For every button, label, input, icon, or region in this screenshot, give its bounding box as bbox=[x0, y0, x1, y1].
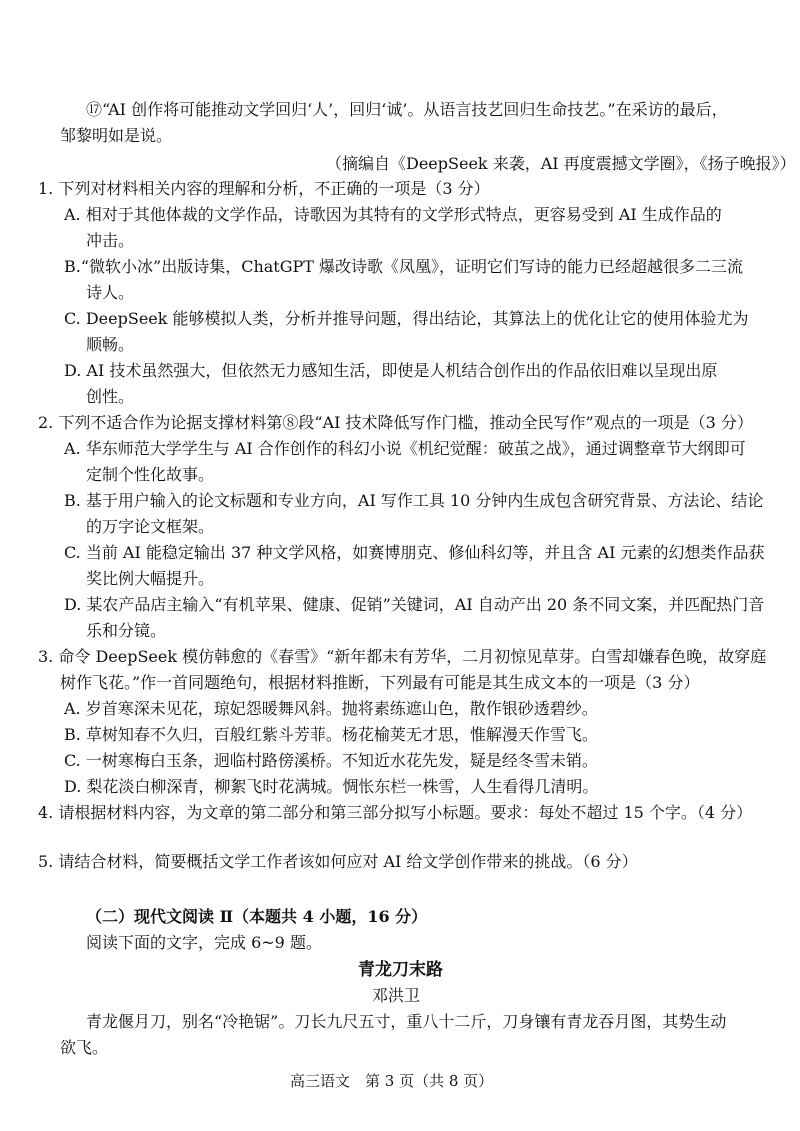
question-2-option-c: C. 当前 AI 能稳定输出 37 种文学风格，如赛博朋克、修仙科幻等，并且含 AI 元素的幻想类作品获 bbox=[64, 543, 765, 562]
question-2-option-b-cont: 的万字论文框架。 bbox=[86, 517, 215, 536]
question-2-option-c-cont: 奖比例大幅提升。 bbox=[86, 569, 215, 588]
question-2-option-a: A. 华东师范大学学生与 AI 合作创作的科幻小说《机纪觉醒：破茧之战》，通过调整章节大纲即可 bbox=[64, 439, 746, 458]
paragraph-17-line-1: ⑰“AI 创作将可能推动文学回归‘人’，回归‘诚’。从语言技艺回归生命技艺。”在采访的最后， bbox=[86, 100, 728, 119]
question-3-option-d: D. 梨花淡白柳深青，柳絮飞时花满城。惆怅东栏一株雪，人生看得几清明。 bbox=[64, 777, 599, 796]
question-1-option-c: C. DeepSeek 能够模拟人类，分析并推导问题，得出结论，其算法上的优化让它的使用体验尤为 bbox=[64, 309, 749, 328]
question-3-stem: 3. 命令 DeepSeek 模仿韩愈的《春雪》“新年都未有芳华，二月初惊见草芽。白雪却嫌春色晚，故穿庭 bbox=[38, 647, 767, 666]
question-3-stem-cont: 树作飞花。”作一首同题绝句，根据材料推断，下列最有可能是其生成文本的一项是（3 分） bbox=[60, 673, 700, 692]
article-title: 青龙刀末路 bbox=[358, 960, 443, 980]
question-1-option-c-cont: 顺畅。 bbox=[86, 335, 135, 354]
question-3-option-c: C. 一树寒梅白玉条，迥临村路傍溪桥。不知近水花先发，疑是经冬雪未销。 bbox=[64, 751, 598, 770]
question-3-option-a: A. 岁首寒深未见花，琼妃怨暖舞风斜。抛将素练遮山色，散作银砂透碧纱。 bbox=[64, 699, 598, 718]
question-1-option-b-cont: 诗人。 bbox=[86, 283, 135, 302]
question-2-option-d: D. 某农产品店主输入“有机苹果、健康、促销”关键词，AI 自动产出 20 条不同文案，并匹配热门音 bbox=[64, 595, 765, 614]
section-instruction: 阅读下面的文字，完成 6~9 题。 bbox=[86, 933, 322, 952]
page-footer: 高三语文 第 3 页（共 8 页） bbox=[290, 1072, 494, 1090]
article-paragraph-1-cont: 欲飞。 bbox=[60, 1038, 109, 1057]
article-paragraph-1: 青龙偃月刀，别名“冷艳锯”。刀长九尺五寸，重八十二斤，刀身镶有青龙吞月图，其势生动 bbox=[86, 1012, 727, 1031]
question-5: 5. 请结合材料，简要概括文学工作者该如何应对 AI 给文学创作带来的挑战。（6 分） bbox=[38, 852, 638, 871]
question-1-option-a: A. 相对于其他体裁的文学作品，诗歌因为其特有的文学形式特点，更容易受到 AI 生成作品的 bbox=[64, 205, 722, 224]
section-heading: （二）现代文阅读 Ⅱ（本题共 4 小题，16 分） bbox=[86, 907, 428, 926]
question-1-option-b: B.“微软小冰”出版诗集，ChatGPT 爆改诗歌《凤凰》，证明它们写诗的能力已经超越很多二三流 bbox=[64, 257, 744, 276]
question-1-option-d-cont: 创性。 bbox=[86, 387, 135, 406]
question-2-stem: 2. 下列不适合作为论据支撑材料第⑧段“AI 技术降低写作门槛，推动全民写作”观点的一项是（3 分） bbox=[38, 413, 753, 432]
question-1-option-d: D. AI 技术虽然强大，但依然无力感知生活，即使是人机结合创作出的作品依旧难以呈现出原 bbox=[64, 361, 718, 380]
question-2-option-b: B. 基于用户输入的论文标题和专业方向，AI 写作工具 10 分钟内生成包含研究背景、方法论、结论 bbox=[64, 491, 764, 510]
question-2-option-a-cont: 定制个性化故事。 bbox=[86, 465, 215, 484]
article-author: 邓洪卫 bbox=[372, 986, 421, 1005]
question-1-option-a-cont: 冲击。 bbox=[86, 231, 135, 250]
question-4: 4. 请根据材料内容，为文章的第二部分和第三部分拟写小标题。要求：每处不超过 15 个字。（4 分） bbox=[38, 803, 753, 822]
question-1-stem: 1. 下列对材料相关内容的理解和分析，不正确的一项是（3 分） bbox=[38, 179, 490, 198]
source-citation: （摘编自《DeepSeek 来袭，AI 再度震撼文学圈》，《扬子晚报》） bbox=[326, 154, 796, 173]
paragraph-17-line-2: 邹黎明如是说。 bbox=[60, 126, 173, 145]
question-3-option-b: B. 草树知春不久归，百般红紫斗芳菲。杨花榆荚无才思，惟解漫天作雪飞。 bbox=[64, 725, 598, 744]
question-2-option-d-cont: 乐和分镜。 bbox=[86, 621, 167, 640]
